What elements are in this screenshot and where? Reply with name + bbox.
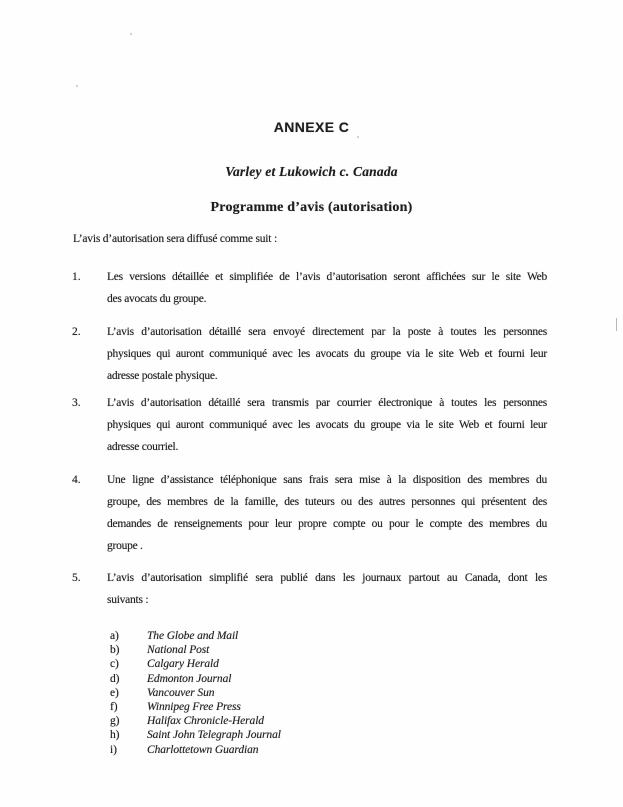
item-number-2: 2. — [72, 326, 81, 338]
item-letter: b) — [110, 644, 120, 657]
item-line: demandes de renseignements pour leur propre compte ou pour le compte des membres du — [107, 518, 547, 530]
item-line: Les versions détaillée et simplifiée de l’avis d’autorisation seront affichées sur le site Web — [107, 271, 547, 283]
item-line: adresse courriel. — [107, 441, 179, 453]
numbered-item-4 — [107, 469, 547, 557]
item-letter: c) — [110, 658, 119, 671]
item-line: L’avis d’autorisation détaillé sera transmis par courrier électronique à toutes les personnes — [107, 397, 547, 409]
item-line: L’avis d’autorisation détaillé sera envoyé directement par la poste à toutes les personnes — [107, 326, 547, 338]
numbered-item-3 — [107, 392, 547, 458]
scan-speck — [76, 85, 78, 87]
newspaper-name: National Post — [147, 644, 210, 657]
list-item — [110, 714, 281, 728]
newspaper-name: Edmonton Journal — [147, 672, 232, 685]
list-item — [110, 700, 281, 714]
item-number-4: 4. — [72, 474, 81, 486]
scan-artifact-line — [616, 318, 617, 331]
item-line: adresse postale physique. — [107, 370, 218, 382]
list-item — [110, 657, 281, 671]
item-number-1: 1. — [72, 271, 81, 283]
item-letter: e) — [110, 686, 119, 699]
item-number-5: 5. — [72, 572, 81, 584]
list-item — [110, 728, 281, 742]
newspaper-name: Charlottetown Guardian — [147, 743, 259, 756]
item-letter: g) — [110, 715, 120, 728]
item-line: physiques qui auront communiqué avec les avocats du groupe via le site Web et fourni leur — [107, 348, 547, 360]
newspaper-name: Calgary Herald — [147, 658, 219, 671]
newspaper-name: Saint John Telegraph Journal — [147, 729, 281, 742]
intro-paragraph: L’avis d’autorisation sera diffusé comme suit : — [73, 233, 277, 245]
item-line: Une ligne d’assistance téléphonique sans frais sera mise à la disposition des membres du — [107, 474, 547, 486]
list-item — [110, 672, 281, 686]
scan-speck — [357, 136, 359, 138]
item-line: L’avis d’autorisation simplifié sera publié dans les journaux partout au Canada, dont les — [107, 572, 547, 584]
numbered-item-1 — [107, 266, 547, 310]
newspaper-name: Halifax Chronicle-Herald — [147, 715, 264, 728]
newspaper-list — [110, 629, 281, 757]
list-item — [110, 629, 281, 643]
numbered-item-2 — [107, 321, 547, 387]
list-item — [110, 686, 281, 700]
scan-speck — [130, 33, 132, 35]
list-item — [110, 643, 281, 657]
item-letter: d) — [110, 672, 120, 685]
annexe-heading: ANNEXE C — [273, 119, 350, 135]
numbered-item-5 — [107, 567, 547, 611]
item-letter: i) — [110, 743, 117, 756]
item-line: physiques qui auront communiqué avec les avocats du groupe via le site Web et fourni leur — [107, 419, 547, 431]
item-letter: h) — [110, 729, 120, 742]
newspaper-name: Winnipeg Free Press — [147, 701, 241, 714]
item-line: groupe . — [107, 540, 143, 552]
item-letter: f) — [110, 701, 118, 714]
newspaper-name: Vancouver Sun — [147, 686, 215, 699]
case-title: Varley et Lukowich c. Canada — [225, 164, 398, 179]
list-item — [110, 743, 281, 757]
item-letter: a) — [110, 630, 119, 642]
item-number-3: 3. — [72, 397, 81, 409]
item-line: suivants : — [107, 594, 149, 606]
notice-subtitle: Programme d’avis (autorisation) — [210, 200, 413, 215]
item-line: des avocats du groupe. — [107, 293, 207, 305]
newspaper-name: The Globe and Mail — [147, 630, 239, 642]
item-line: groupe, des membres de la famille, des tuteurs ou des autres personnes qui présentent des — [107, 496, 547, 508]
